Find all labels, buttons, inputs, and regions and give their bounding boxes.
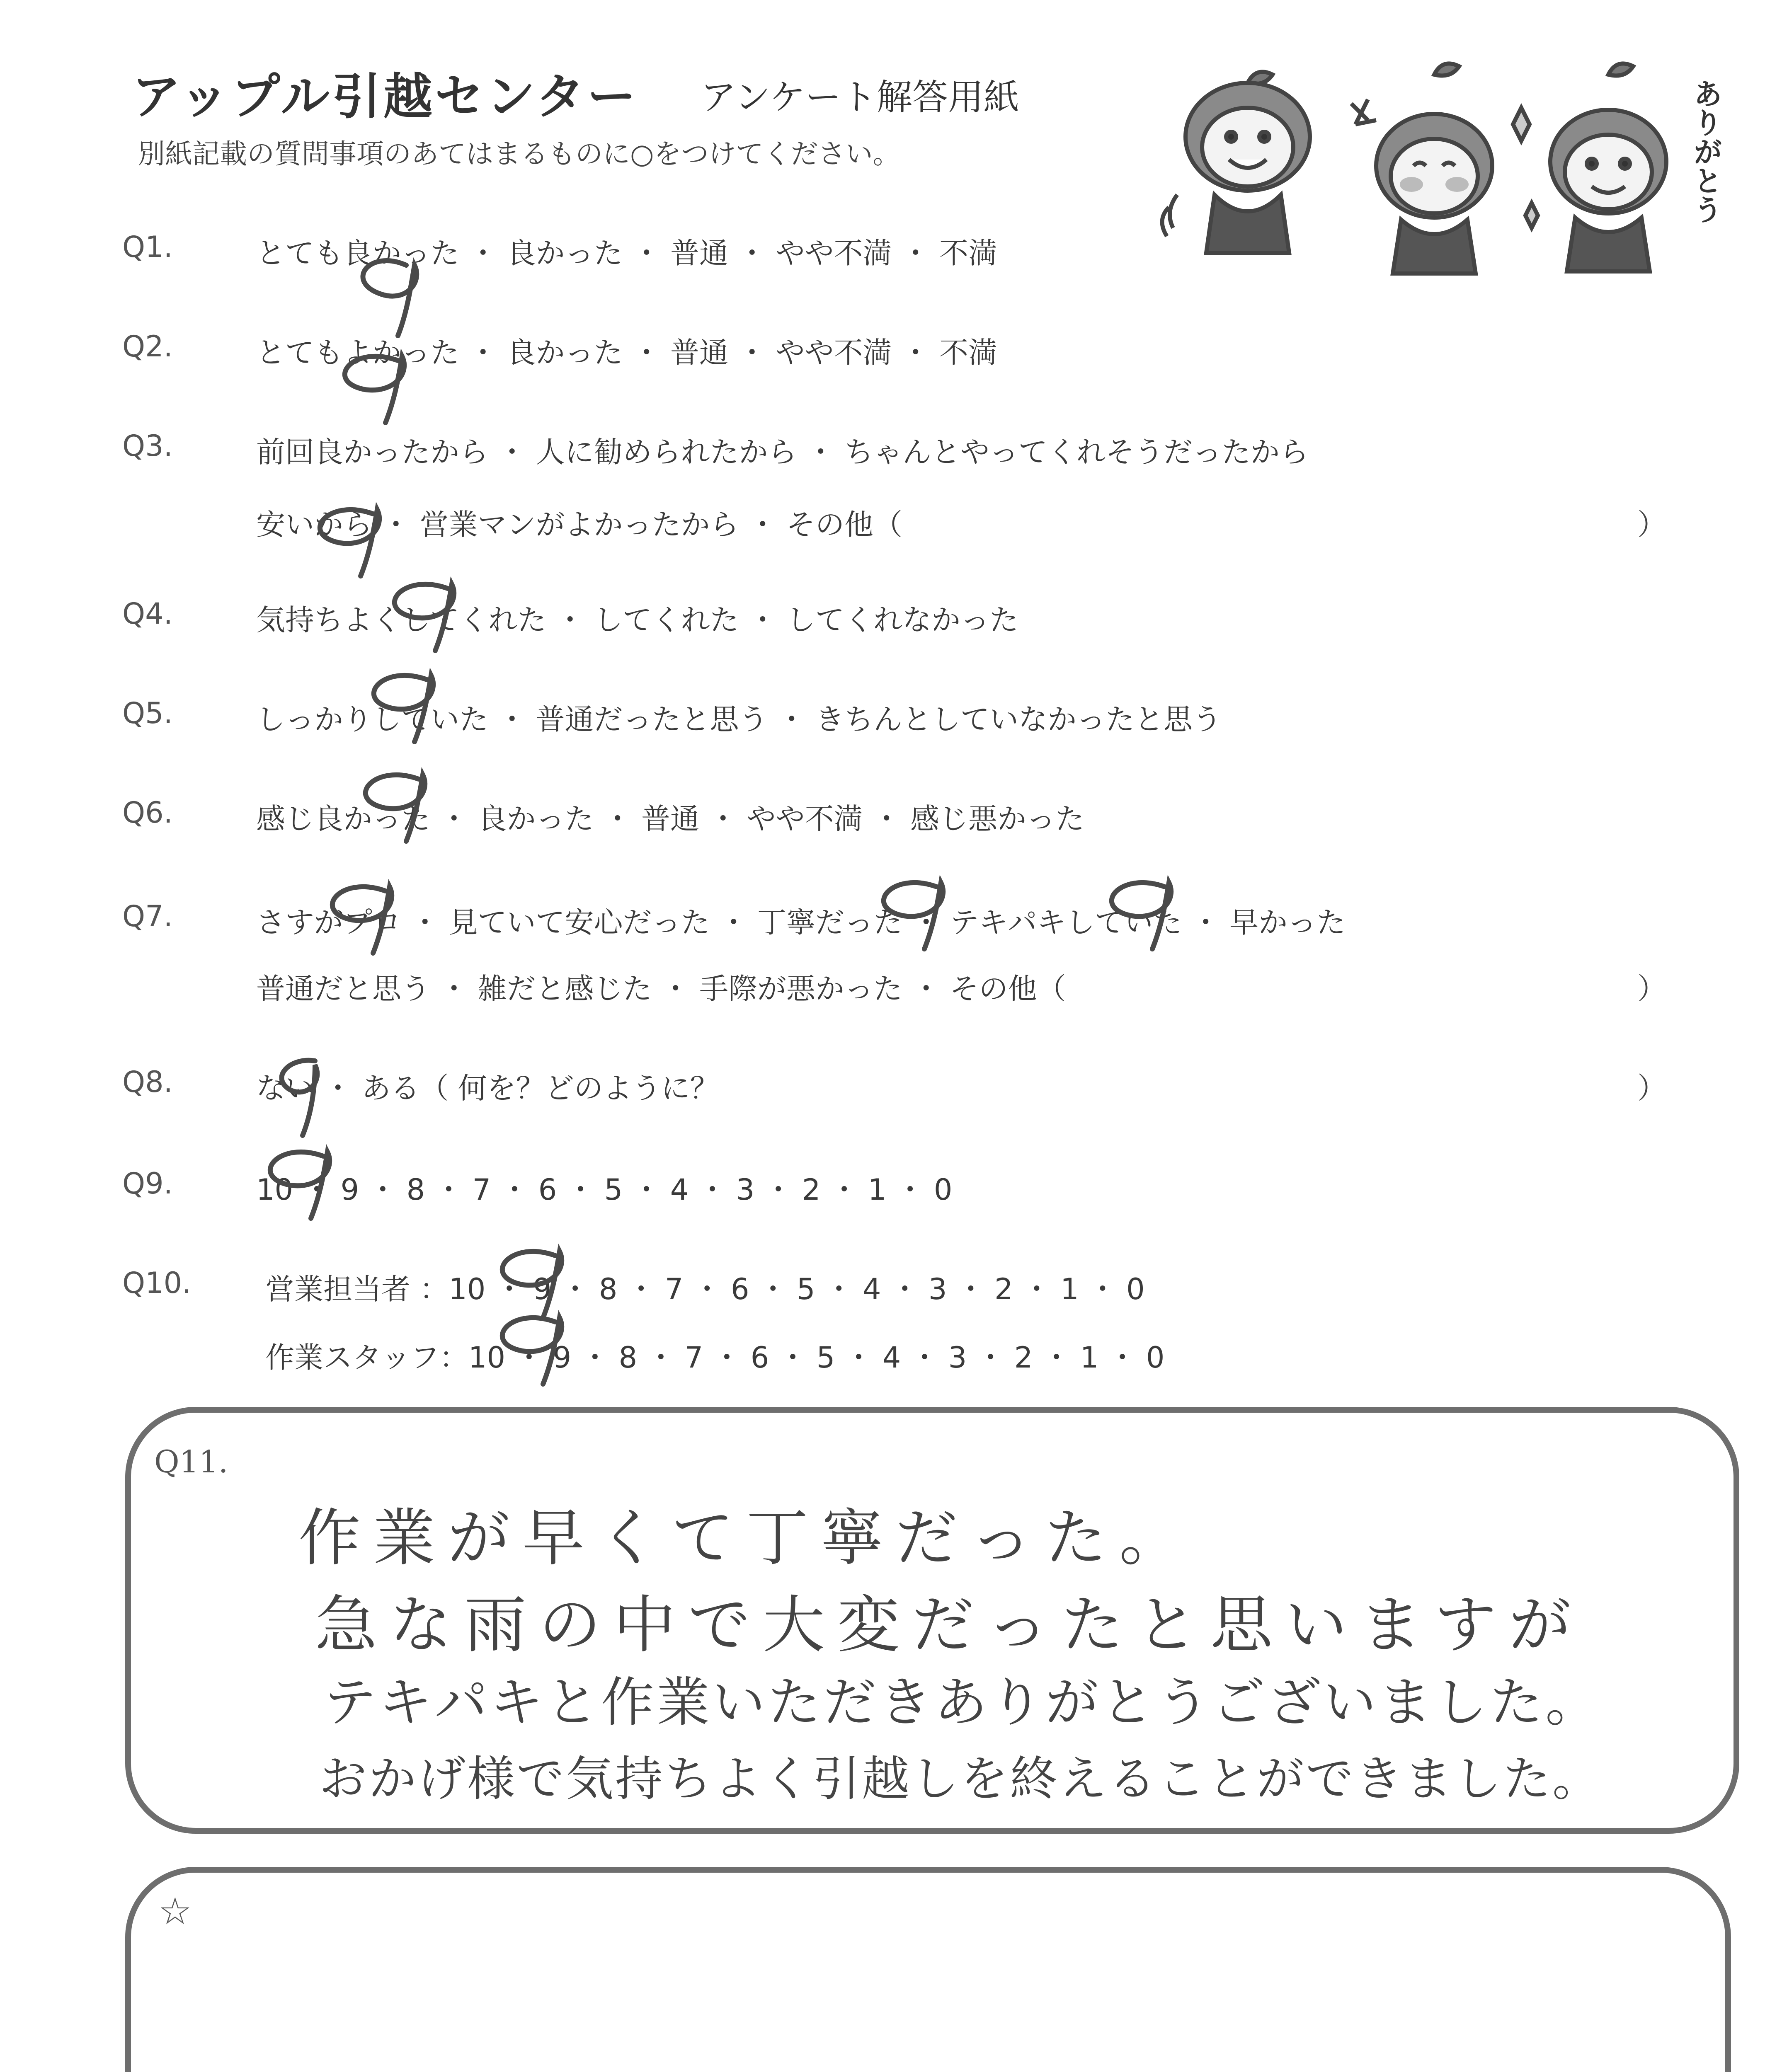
question-options-line2: 作業スタッフ：10 ・ 9 ・ 8 ・ 7 ・ 6 ・ 5 ・ 4 ・ 3 ・ 2 ・ 1 ・ 0 xyxy=(265,1341,1165,1375)
q11-label: Q11. xyxy=(154,1444,228,1480)
question-options: 感じ良かった ・ 良かった ・ 普通 ・ やや不満 ・ 感じ悪かった xyxy=(256,802,1085,836)
question-options: 10 ・ 9 ・ 8 ・ 7 ・ 6 ・ 5 ・ 4 ・ 3 ・ 2 ・ 1 ・ 0 xyxy=(256,1173,953,1207)
form-subtitle: アンケート解答用紙 xyxy=(701,77,1019,118)
question-label: Q9. xyxy=(122,1167,173,1201)
closing-paren: ） xyxy=(1637,508,1666,542)
q11-answer-line: テキパキと作業いただきありがとうございました。 xyxy=(323,1672,1601,1733)
question-options: 営業担当者 ：10 ・ 9 ・ 8 ・ 7 ・ 6 ・ 5 ・ 4 ・ 3 ・ 2 ・ 1 ・ 0 xyxy=(265,1272,1145,1306)
question-label: Q5. xyxy=(122,696,173,730)
question-options: 気持ちよくしてくれた ・ してくれた ・ してくれなかった xyxy=(256,603,1019,637)
question-label: Q1. xyxy=(122,230,173,264)
form-title: アップル引越センター xyxy=(132,68,639,125)
question-label: Q6. xyxy=(122,796,173,830)
monkey-mascots-illustration xyxy=(1152,58,1700,290)
form-instruction: 別紙記載の質問事項のあてはまるものに○をつけてください。 xyxy=(138,138,900,170)
question-options: とても良かった ・ 良かった ・ 普通 ・ やや不満 ・ 不満 xyxy=(256,236,998,270)
question-label: Q4. xyxy=(122,597,173,631)
question-options: とてもよかった ・ 良かった ・ 普通 ・ やや不満 ・ 不満 xyxy=(256,336,998,370)
mascot-thanks-text: ありがとう xyxy=(1689,79,1723,224)
q11-answer-line: 作業が早くて丁寧だった。 xyxy=(298,1502,1194,1574)
question-options: ない ・ ある（ 何を？どのように？ xyxy=(256,1071,719,1105)
question-label: Q8. xyxy=(122,1065,173,1099)
question-label: Q2. xyxy=(122,329,173,363)
question-options-line2: 普通だと思う ・ 雑だと感じた ・ 手際が悪かった ・ その他（ xyxy=(256,972,1066,1006)
question-options: しっかりしていた ・ 普通だったと思う ・ きちんとしていなかったと思う xyxy=(256,702,1222,736)
q11-answer-line: おかげ様で気持ちよく引越しを終えることができました。 xyxy=(319,1751,1602,1807)
star-icon: ☆ xyxy=(158,1890,192,1933)
comment-box xyxy=(125,1867,1731,2072)
question-options: さすがプロ ・ 見ていて安心だった ・ 丁寧だった ・ テキパキしていた ・ 早かった xyxy=(256,905,1346,939)
question-options: 前回良かったから ・ 人に勧められたから ・ ちゃんとやってくれそうだったから xyxy=(256,435,1309,469)
q11-answer-line: 急な雨の中で大変だったと思いますが xyxy=(315,1589,1584,1661)
question-label: Q10. xyxy=(122,1266,192,1300)
closing-paren: ） xyxy=(1637,1071,1666,1105)
closing-paren: ） xyxy=(1637,972,1666,1006)
question-label: Q7. xyxy=(122,899,173,933)
question-options-line2: 安いから ・ 営業マンがよかったから ・ その他（ xyxy=(256,508,903,542)
question-label: Q3. xyxy=(122,429,173,463)
